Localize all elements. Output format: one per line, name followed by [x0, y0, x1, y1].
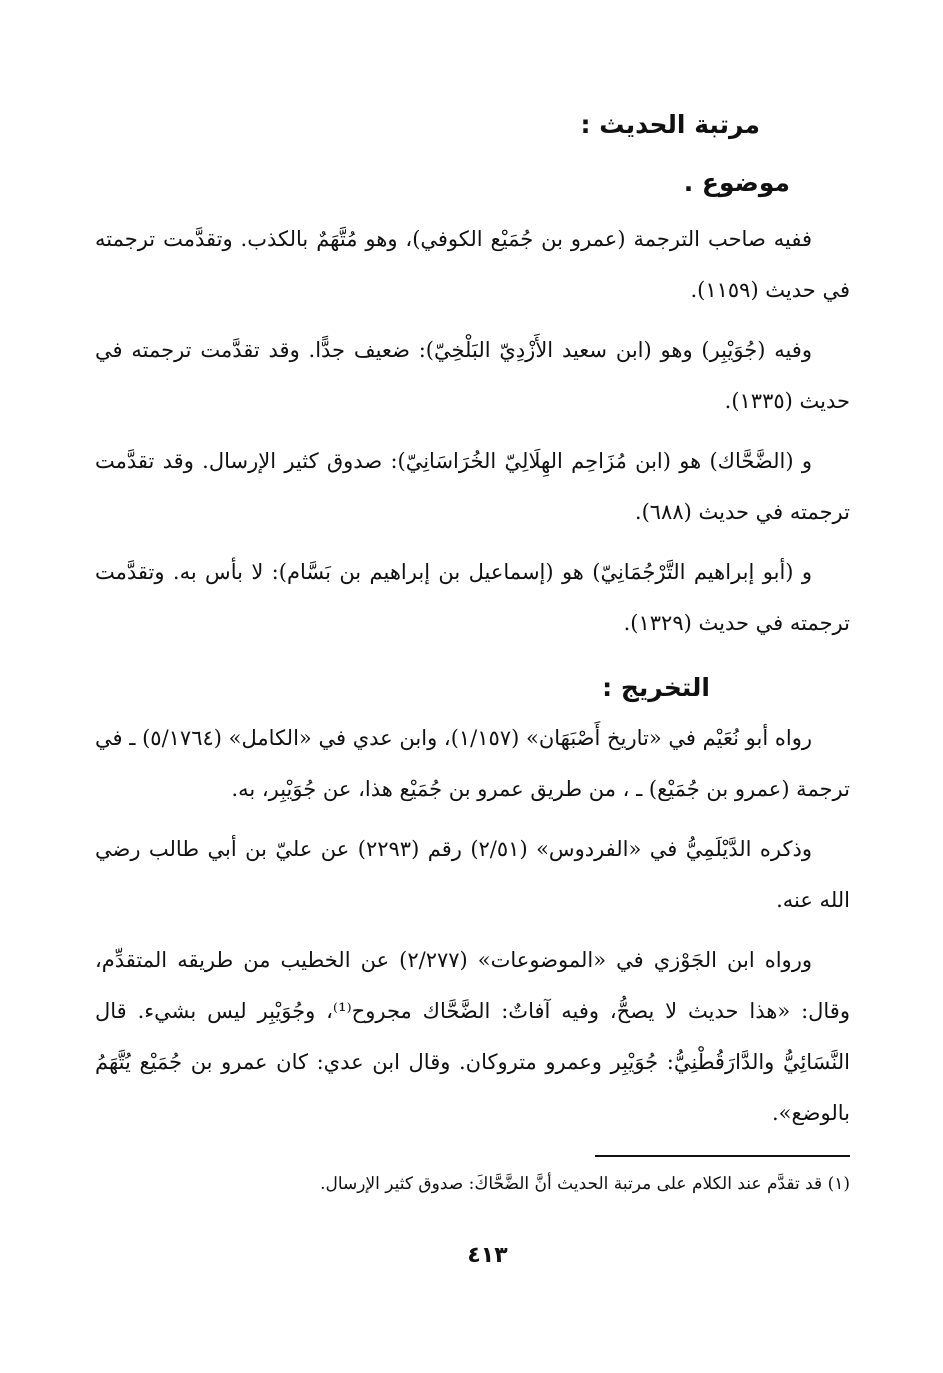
takhrij-heading: التخريج :	[602, 673, 710, 702]
page-number: ٤١٣	[467, 1243, 508, 1268]
takhrij-paragraph-1: رواه أبو نُعَيْم في «تاريخ أَصْبَهَان» (١/١٥٧)، وابن عدي في «الكامل» (٥/١٧٦٤) ـ في ترجمة (عمرو بن جُمَيْع) ـ ، من طريق عمرو بن جُمَيْع هذا، عن جُوَيْبِر، به.	[95, 726, 850, 801]
narrator-paragraph-4: و (أبو إبراهيم التَّرْجُمَانِيّ) هو (إسماعيل بن إبراهيم بن بَسَّام): لا بأس به. وتقدَّمت ترجمته في حديث (١٣٢٩).	[95, 560, 850, 635]
footnote-divider	[595, 1155, 850, 1157]
footnote: (١) قد تقدَّم عند الكلام على مرتبة الحديث أنَّ الضَّحَّاكَ: صدوق كثير الإرسال.	[320, 1174, 850, 1194]
narrator-paragraph-2: وفيه (جُوَيْبِر) وهو (ابن سعيد الأَزْدِيّ البَلْخِيّ): ضعيف جدًّا. وقد تقدَّمت ترجمته في حديث (١٣٣٥).	[95, 338, 850, 413]
takhrij-paragraph-2: وذكره الدَّيْلَمِيُّ في «الفردوس» (٢/٥١) رقم (٢٢٩٣) عن عليّ بن أبي طالب رضي الله عنه.	[95, 837, 850, 912]
takhrij-paragraph-3: ورواه ابن الجَوْزي في «الموضوعات» (٢/٢٧٧) عن الخطيب من طريقه المتقدِّم، وقال: «هذا حديث لا يصحُّ، وفيه آفاتٌ: الضَّحَّاك مجروح⁽¹⁾، وجُوَيْبِر ليس بشيء. قال النَّسَائِيُّ والدَّارَقُطْنِيُّ: جُوَيْبِر وعمرو متروكان. وقال ابن عدي: كان عمرو بن جُمَيْع يُتَّهَمُ بالوضع».	[95, 948, 850, 1125]
narrator-paragraph-3: و (الضَّحَّاك) هو (ابن مُزَاحِم الهِلَالِيّ الخُرَاسَانِيّ): صدوق كثير الإرسال. وقد تقدَّمت ترجمته في حديث (٦٨٨).	[95, 449, 850, 524]
narrator-paragraph-1: ففيه صاحب الترجمة (عمرو بن جُمَيْع الكوفي)، وهو مُتَّهَمٌ بالكذب. وتقدَّمت ترجمته في حديث (١١٥٩).	[95, 227, 850, 302]
document-page	[95, 100, 850, 1268]
hadith-grade: موضوع .	[683, 168, 790, 197]
grade-heading: مرتبة الحديث :	[580, 110, 760, 139]
